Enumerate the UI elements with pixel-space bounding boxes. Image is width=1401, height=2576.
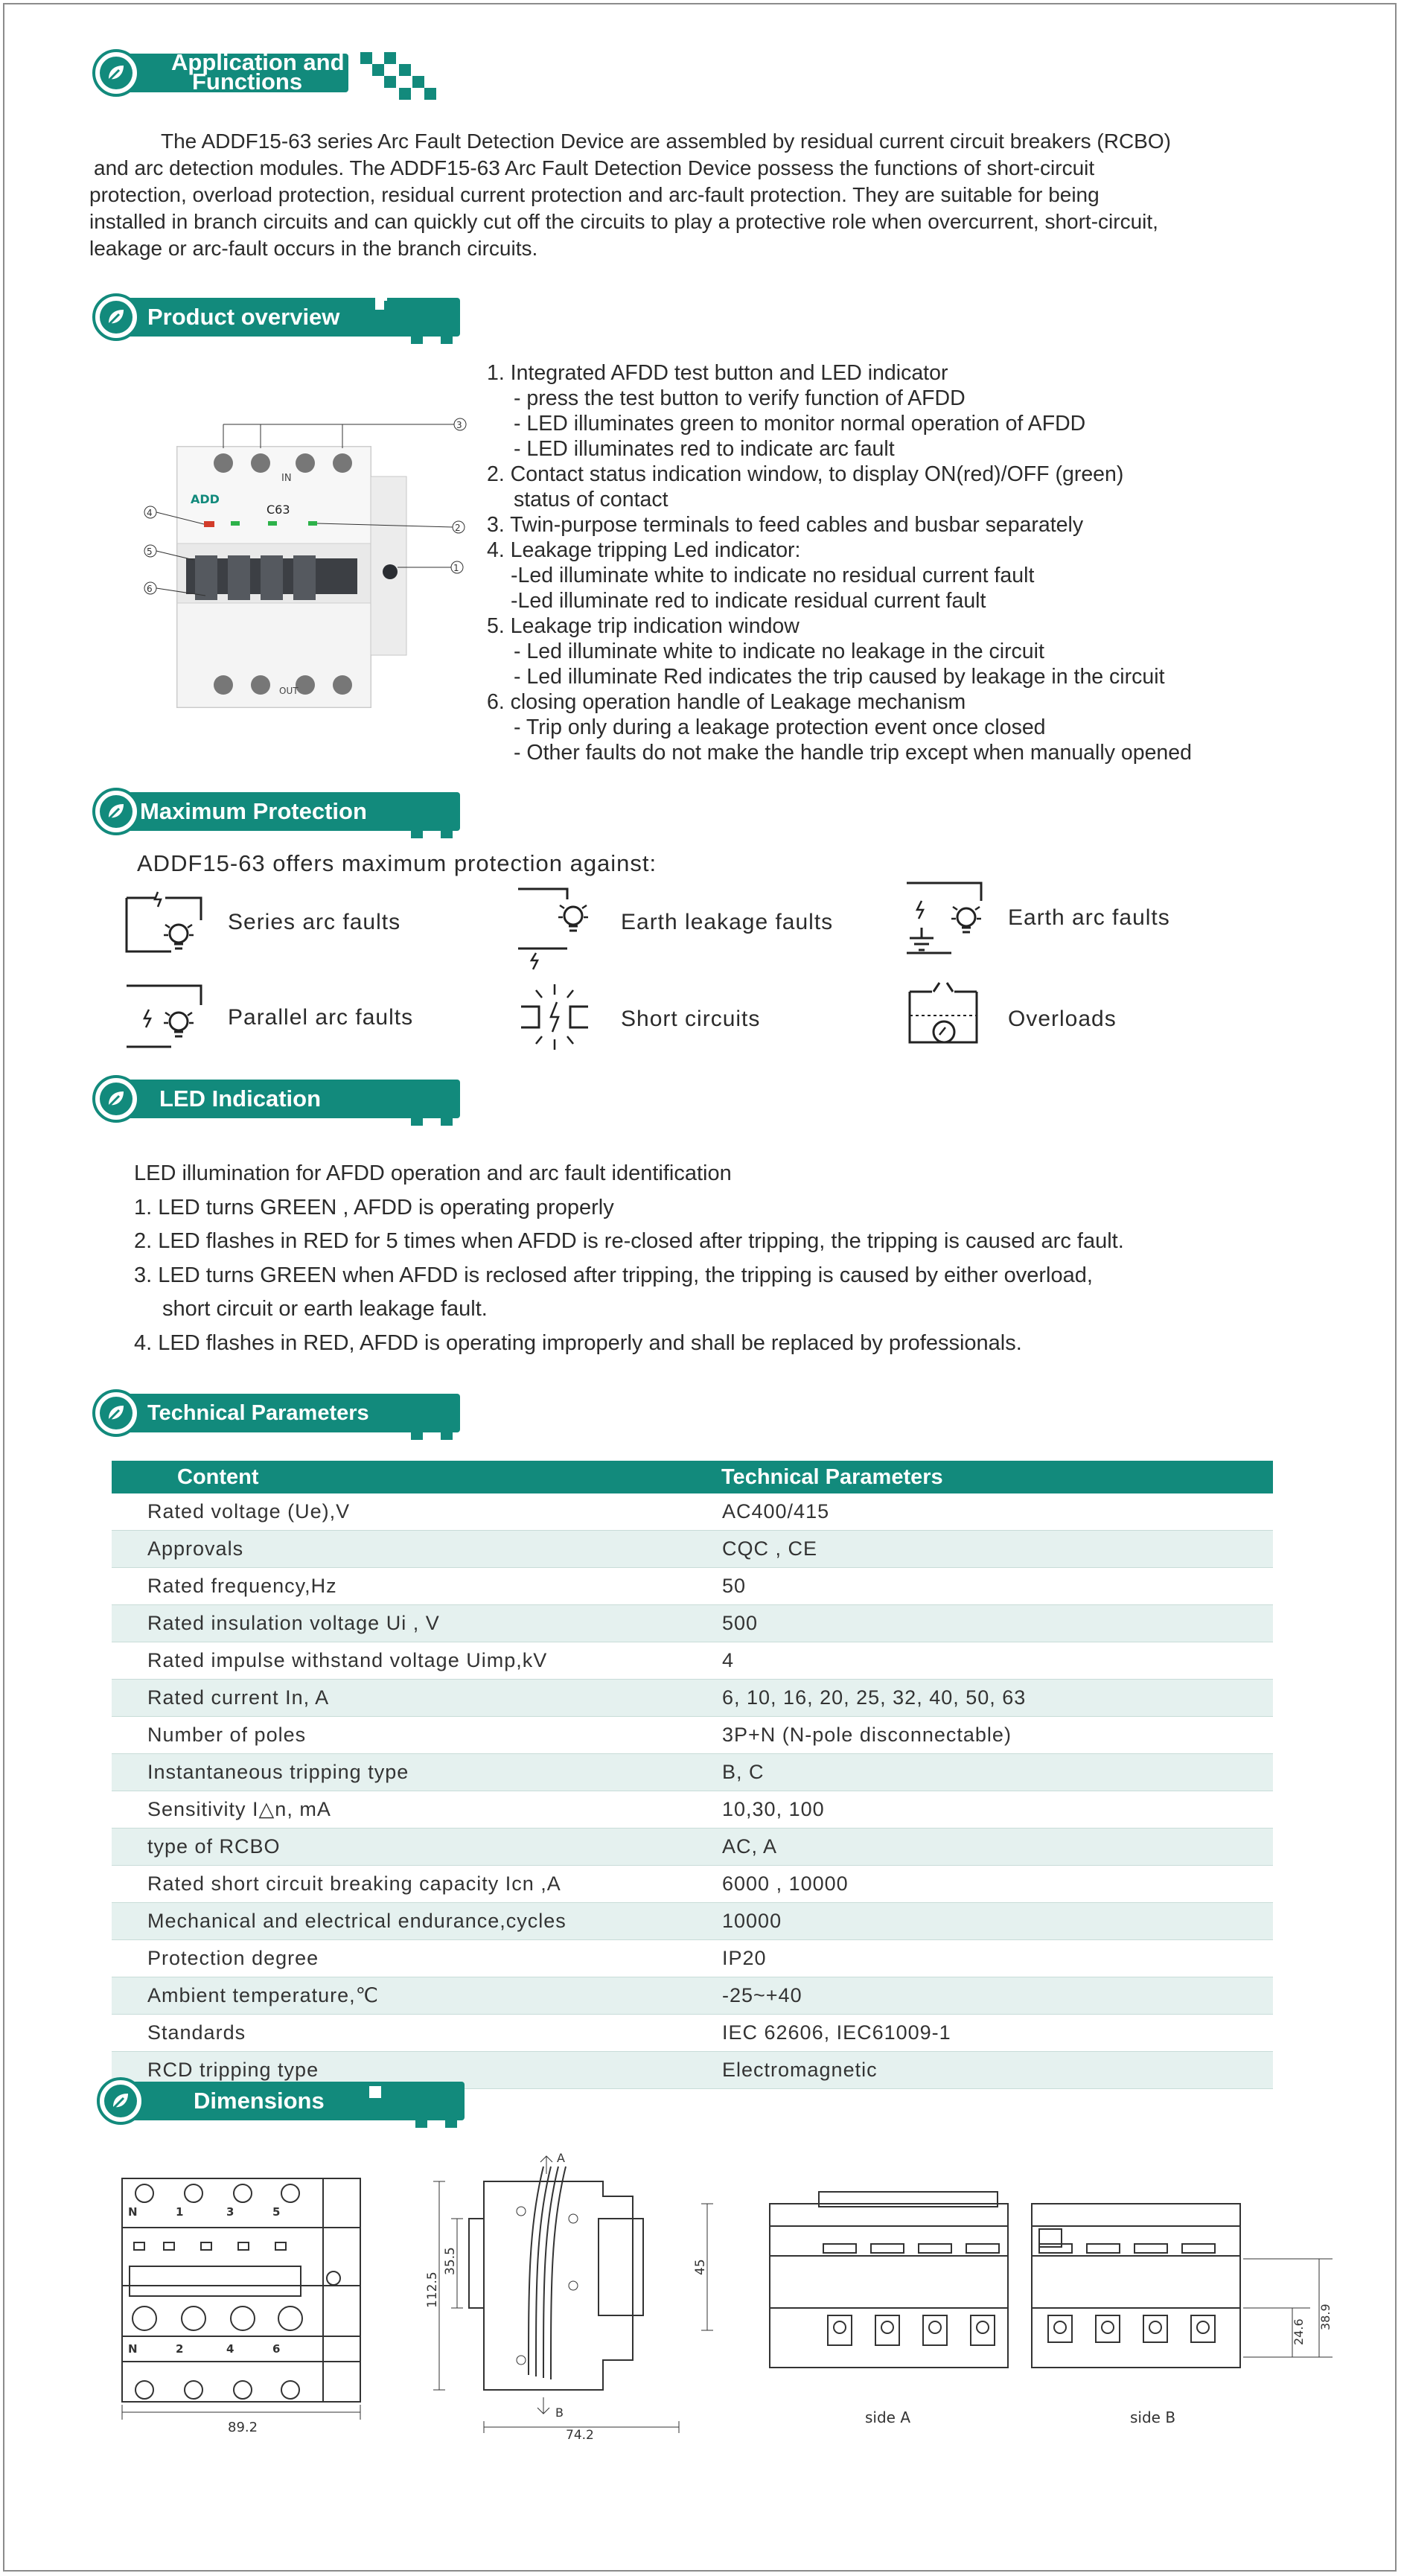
svg-text:2: 2 <box>455 523 461 533</box>
svg-text:N: N <box>128 2342 138 2356</box>
earth-leakage-icon <box>514 884 603 971</box>
leaf-logo-icon <box>92 788 140 835</box>
earth-arc-icon <box>899 879 996 960</box>
table-row: Rated current In, A 6, 10, 16, 20, 25, 32, 40, 50, 63 <box>112 1680 1273 1717</box>
svg-text:ADD: ADD <box>191 492 220 506</box>
protection-label: Overloads <box>1008 1007 1117 1031</box>
svg-text:89.2: 89.2 <box>228 2420 258 2435</box>
dimension-side-view <box>417 2137 730 2442</box>
section-header-dimensions <box>97 2077 454 2129</box>
protection-label: Parallel arc faults <box>228 1005 414 1030</box>
header-title: Maximum Protection <box>140 798 367 824</box>
table-row: Mechanical and electrical endurance,cycles 10000 <box>112 1903 1273 1940</box>
application-text: The ADDF15-63 series Arc Fault Detection Device are assembled by residual current circuit breakers (RCBO) and arc detection modules. The ADDF15-63 Arc Fault Detection Device possess the functions of short-circuit protection, overload protection, residual current protection and arc-fault protection. They are suitable for being installed in branch circuits and can quickly cut off the circuits to play a protective role when overcurrent, short-circuit, leakage or arc-fault occurs in the branch circuits. <box>89 130 1171 260</box>
section-header-application <box>92 49 450 101</box>
table-row: RCD tripping type Electromagnetic <box>112 2052 1273 2089</box>
header-title: Product overview <box>147 304 340 330</box>
table-row: Protection degree IP20 <box>112 1940 1273 1977</box>
table-row: Rated voltage (Ue),V AC400/415 <box>112 1493 1273 1531</box>
table-row: Ambient temperature,℃ -25~+40 <box>112 1977 1273 2015</box>
section-header-technical <box>92 1389 450 1441</box>
table-header-row <box>112 1461 1273 1493</box>
protection-label: Series arc faults <box>228 910 401 934</box>
table-row: Rated impulse withstand voltage Uimp,kV 4 <box>112 1642 1273 1680</box>
protection-label: Earth leakage faults <box>621 910 834 934</box>
protection-label: Earth arc faults <box>1008 905 1170 930</box>
table-header-cell: Technical Parameters <box>721 1461 1273 1493</box>
leaf-logo-icon <box>92 1389 140 1437</box>
header-title: Dimensions <box>194 2088 325 2114</box>
table-row: Rated frequency,Hz 50 <box>112 1568 1273 1605</box>
svg-text:6: 6 <box>147 584 153 594</box>
section-header-overview <box>92 293 450 345</box>
table-row: Approvals CQC , CE <box>112 1531 1273 1568</box>
svg-text:5: 5 <box>272 2205 281 2219</box>
svg-text:112.5: 112.5 <box>425 2271 440 2308</box>
svg-text:5: 5 <box>147 546 153 557</box>
svg-text:38.9: 38.9 <box>1318 2304 1333 2330</box>
protection-label: Short circuits <box>621 1007 761 1031</box>
svg-text:C63: C63 <box>267 503 290 517</box>
dimension-front-view <box>112 2167 372 2435</box>
parallel-arc-icon <box>119 980 208 1051</box>
table-row: Standards IEC 62606, IEC61009-1 <box>112 2015 1273 2052</box>
svg-text:45: 45 <box>693 2259 708 2275</box>
table-row: Rated insulation voltage Ui , V 500 <box>112 1605 1273 1642</box>
section-header-protection <box>92 788 450 840</box>
leaf-logo-icon <box>92 49 140 97</box>
technical-parameters-table <box>112 1461 1273 2089</box>
protection-intro: ADDF15-63 offers maximum protection against: <box>137 850 657 876</box>
svg-text:3: 3 <box>226 2205 234 2219</box>
svg-text:2: 2 <box>176 2342 184 2356</box>
table-row: Sensitivity I△n, mA 10,30, 100 <box>112 1791 1273 1829</box>
table-row: Number of poles 3P+N (N-pole disconnectable) <box>112 1717 1273 1754</box>
leaf-logo-icon <box>92 293 140 341</box>
header-title: LED Indication <box>159 1085 321 1112</box>
header-title: Application and Functions <box>171 49 345 95</box>
svg-text:4: 4 <box>147 508 153 518</box>
svg-text:side A: side A <box>865 2408 911 2426</box>
header-bar <box>118 49 348 95</box>
leaf-logo-icon <box>97 2077 144 2125</box>
overload-icon <box>902 978 984 1053</box>
led-list: LED illumination for AFDD operation and arc fault identification 1. LED turns GREEN , AFDD is operating properly 2. LED flashes in RED for 5 times when AFDD is re-closed after tripping, the tripping is caused arc fault. 3. LED turns GREEN when AFDD is reclosed after tripping, the tripping is caused by either overload, short circuit or earth leakage fault. 4. LED flashes in RED, AFDD is operating improperly and shall be replaced by professionals. <box>134 1161 1124 1355</box>
svg-text:OUT: OUT <box>279 686 299 696</box>
table-row: Rated short circuit breaking capacity Icn ,A 6000 , 10000 <box>112 1866 1273 1903</box>
table-row: Instantaneous tripping type B, C <box>112 1754 1273 1791</box>
table-header-cell: Content <box>112 1461 721 1493</box>
svg-text:3: 3 <box>456 420 462 430</box>
section-header-led <box>92 1075 450 1127</box>
table-row: type of RCBO AC, A <box>112 1829 1273 1866</box>
product-image <box>134 402 476 715</box>
leaf-logo-icon <box>92 1075 140 1123</box>
svg-text:B: B <box>555 2406 564 2420</box>
short-circuit-icon <box>514 980 596 1054</box>
svg-text:1: 1 <box>176 2205 184 2219</box>
svg-text:74.2: 74.2 <box>566 2428 594 2442</box>
overview-list: 1. Integrated AFDD test button and LED indicator - press the test button to verify function of AFDD - LED illuminates green to monitor normal operation of AFDD - LED illuminates red to indicate arc fault 2. Contact status indication window, to display ON(red)/OFF (green) status of contact 3. Twin-purpose terminals to feed cables and busbar separately 4. Leakage tripping Led indicator: -Led illuminate white to indicate no residual current fault -Led illuminate red to indicate residual current fault 5. Leakage trip indication window - Led illuminate white to indicate no leakage in the circuit - Led illuminate Red indicates the trip caused by leakage in the circuit 6. closing operation handle of Leakage mechanism - Trip only during a leakage protection event once closed - Other faults do not make the handle trip except when manually opened <box>487 361 1192 765</box>
svg-text:IN: IN <box>281 473 292 484</box>
series-arc-icon <box>119 890 208 962</box>
svg-text:A: A <box>557 2151 565 2165</box>
svg-text:35.5: 35.5 <box>443 2247 458 2275</box>
svg-text:N: N <box>128 2205 138 2219</box>
svg-text:4: 4 <box>226 2342 234 2356</box>
svg-text:24.6: 24.6 <box>1292 2318 1306 2345</box>
svg-text:side B: side B <box>1130 2408 1176 2426</box>
header-title: Technical Parameters <box>147 1401 369 1425</box>
svg-text:6: 6 <box>272 2342 281 2356</box>
dimension-side-a-b-view <box>759 2181 1340 2427</box>
svg-text:1: 1 <box>453 563 459 573</box>
